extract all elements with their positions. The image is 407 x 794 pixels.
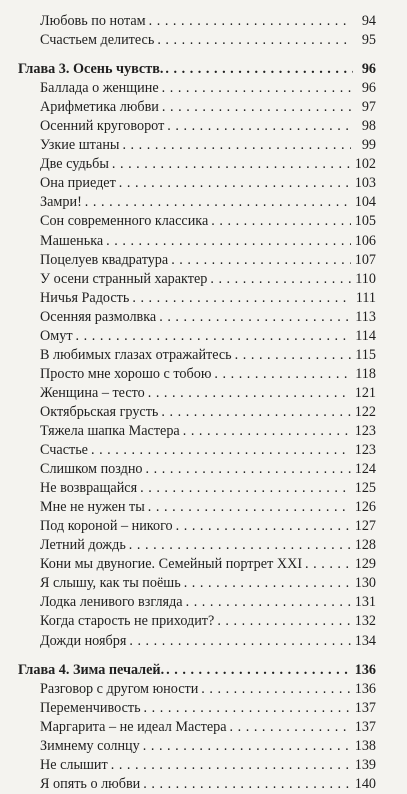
dot-leader (166, 661, 353, 680)
dot-leader (171, 251, 351, 270)
dot-leader (148, 498, 351, 517)
toc-entry-title: Слишком поздно (40, 461, 143, 478)
dot-leader (140, 479, 351, 498)
dot-leader (85, 193, 351, 212)
dot-leader (176, 517, 351, 536)
chapter-heading-title: Глава 3. Осень чувств. (18, 61, 164, 78)
dot-leader (143, 775, 351, 794)
toc-entry (0, 775, 407, 794)
dot-leader (76, 327, 351, 346)
toc-entry-page-number: 124 (354, 461, 376, 478)
toc-entry-title: Баллада о женщине (40, 80, 159, 97)
toc-entry (0, 756, 407, 775)
toc-entry (0, 270, 407, 289)
toc-entry-title: Разговор с другом юности (40, 680, 199, 697)
toc-entry-page-number: 104 (354, 194, 376, 211)
toc-entry-title: Я слышу, как ты поёшь (40, 575, 181, 592)
chapter-heading-page-number: 96 (361, 61, 376, 78)
toc-entry (0, 612, 407, 631)
dot-leader (217, 612, 351, 631)
toc-entry-page-number: 105 (354, 213, 376, 230)
dot-leader (122, 136, 351, 155)
toc-entry-title: В любимых глазах отражайтесь (40, 346, 232, 363)
toc-entry-page-number: 134 (354, 632, 376, 649)
dot-leader (186, 593, 351, 612)
toc-entry-title: Осенняя размолвка (40, 308, 157, 325)
toc-entry-page-number: 137 (354, 699, 376, 716)
toc-entry-title: Две судьбы (40, 156, 109, 173)
toc-entry (0, 31, 407, 50)
toc-entry-page-number: 103 (354, 175, 376, 192)
toc-entry-page-number: 137 (354, 718, 376, 735)
toc-entry-page-number: 123 (354, 442, 376, 459)
toc-entry-page-number: 125 (354, 480, 376, 497)
toc-entry (0, 574, 407, 593)
dot-leader (146, 460, 351, 479)
toc-entry (0, 174, 407, 193)
toc-entry (0, 289, 407, 308)
dot-leader (129, 632, 351, 651)
dot-leader (111, 756, 351, 775)
toc-entry-page-number: 115 (355, 346, 376, 363)
toc-entry-title: Арифметика любви (40, 99, 159, 116)
toc-entry-page-number: 99 (361, 137, 376, 154)
toc-entry (0, 193, 407, 212)
toc-entry-title: Зимнему солнцу (40, 737, 140, 754)
toc-entry-title: Маргарита – не идеал Мастера (40, 718, 227, 735)
toc-entry-page-number: 106 (354, 232, 376, 249)
toc-entry (0, 479, 407, 498)
toc-entry-title: Октябрьская грусть (40, 403, 159, 420)
toc-entry (0, 632, 407, 651)
toc-entry-title: Женщина – тесто (40, 384, 145, 401)
toc-entry-title: Под короной – никого (40, 518, 173, 535)
toc-entry-page-number: 127 (354, 518, 376, 535)
toc-entry-page-number: 121 (354, 384, 376, 401)
toc-entry-title: Счастье (40, 442, 88, 459)
toc-entry-title: Она приедет (40, 175, 116, 192)
toc-entry (0, 718, 407, 737)
toc-entry-title: Дожди ноября (40, 632, 127, 649)
toc-entry-page-number: 118 (355, 365, 376, 382)
toc-entry (0, 346, 407, 365)
toc-entry (0, 498, 407, 517)
toc-entry-page-number: 132 (354, 613, 376, 630)
toc-entry-page-number: 131 (354, 594, 376, 611)
toc-entry-title: Лодка ленивого взгляда (40, 594, 183, 611)
toc-entry-title: Тяжела шапка Мастера (40, 422, 180, 439)
toc-entry-page-number: 139 (354, 756, 376, 773)
dot-leader (157, 31, 351, 50)
dot-leader (149, 12, 351, 31)
toc-entry-title: Осенний круговорот (40, 118, 165, 135)
dot-leader (159, 308, 351, 327)
toc-entry-title: Летний дождь (40, 537, 126, 554)
dot-leader (106, 232, 351, 251)
dot-leader (235, 346, 351, 365)
toc-entry-page-number: 126 (354, 499, 376, 516)
toc-entry-title: Я опять о любви (40, 775, 141, 792)
toc-entry (0, 98, 407, 117)
toc-entry (0, 536, 407, 555)
toc-entry-page-number: 123 (354, 422, 376, 439)
dot-leader (184, 574, 351, 593)
dot-leader (230, 718, 351, 737)
toc-entry-page-number: 122 (354, 403, 376, 420)
toc-entry-title: У осени странный характер (40, 270, 208, 287)
toc-entry-title: Не слышит (40, 756, 108, 773)
toc-entry-title: Поцелуев квадратура (40, 251, 169, 268)
dot-leader (132, 289, 351, 308)
toc-entry-title: Любовь по нотам (40, 13, 146, 29)
toc-entry-page-number: 95 (361, 32, 376, 49)
toc-entry (0, 737, 407, 756)
dot-leader (214, 365, 351, 384)
dot-leader (129, 536, 351, 555)
toc-entry-page-number: 114 (355, 327, 376, 344)
toc-entry-title: Когда старость не приходит? (40, 613, 215, 630)
toc-entry-title: Просто мне хорошо с тобою (40, 365, 212, 382)
toc-entry-page-number: 140 (354, 775, 376, 792)
dot-leader (210, 270, 351, 289)
toc-entry (0, 460, 407, 479)
toc-entry-page-number: 97 (361, 99, 376, 116)
toc-entry-page-number: 130 (354, 575, 376, 592)
dot-leader (161, 403, 351, 422)
toc-entry (0, 680, 407, 699)
toc-entry-title: Ничья Радость (40, 289, 130, 306)
toc-entry (0, 136, 407, 155)
toc-entry-page-number: 98 (361, 118, 376, 135)
toc-entry-page-number: 110 (355, 270, 376, 287)
toc-entry-title: Счастьем делитесь (40, 32, 155, 49)
toc-entry-title: Сон современного классика (40, 213, 209, 230)
toc-entry-page-number: 136 (354, 680, 376, 697)
dot-leader (144, 699, 351, 718)
toc-entry (0, 308, 407, 327)
toc-entry-page-number: 128 (354, 537, 376, 554)
chapter-heading (0, 60, 407, 79)
dot-leader (183, 422, 351, 441)
dot-leader (162, 98, 351, 117)
chapter-heading (0, 661, 407, 680)
toc-entry (0, 365, 407, 384)
table-of-contents (0, 12, 407, 794)
toc-entry-page-number: 138 (354, 737, 376, 754)
toc-entry-title: Замри! (40, 194, 82, 211)
dot-leader (143, 737, 351, 756)
toc-entry (0, 212, 407, 231)
toc-entry-title: Машенька (40, 232, 104, 249)
toc-entry-page-number: 102 (354, 156, 376, 173)
toc-entry (0, 232, 407, 251)
toc-entry-page-number: 94 (361, 13, 376, 29)
dot-leader (112, 155, 351, 174)
dot-leader (91, 441, 351, 460)
toc-entry (0, 699, 407, 718)
toc-entry (0, 327, 407, 346)
toc-entry-title: Омут (40, 327, 73, 344)
toc-entry (0, 12, 407, 31)
toc-entry-title: Узкие штаны (40, 137, 120, 154)
toc-entry-title: Переменчивость (40, 699, 141, 716)
dot-leader (305, 555, 351, 574)
toc-entry (0, 384, 407, 403)
dot-leader (201, 680, 351, 699)
toc-entry (0, 593, 407, 612)
toc-entry (0, 117, 407, 136)
dot-leader (162, 79, 351, 98)
toc-entry (0, 441, 407, 460)
toc-entry (0, 79, 407, 98)
dot-leader (167, 117, 351, 136)
toc-entry (0, 555, 407, 574)
toc-entry (0, 517, 407, 536)
toc-entry-title: Не возвращайся (40, 480, 138, 497)
dot-leader (148, 384, 351, 403)
toc-entry-page-number: 113 (355, 308, 376, 325)
toc-entry-page-number: 111 (355, 289, 376, 306)
toc-entry (0, 422, 407, 441)
toc-entry-title: Кони мы двуногие. Семейный портрет XXI (40, 556, 303, 573)
toc-entry (0, 403, 407, 422)
toc-entry-page-number: 96 (361, 80, 376, 97)
chapter-heading-title: Глава 4. Зима печалей. (18, 661, 165, 678)
toc-entry-title: Мне не нужен ты (40, 499, 145, 516)
dot-leader (119, 174, 351, 193)
dot-leader (165, 60, 353, 79)
toc-entry-page-number: 107 (354, 251, 376, 268)
toc-entry (0, 251, 407, 270)
toc-entry-page-number: 129 (354, 556, 376, 573)
dot-leader (211, 212, 351, 231)
toc-entry (0, 155, 407, 174)
chapter-heading-page-number: 136 (354, 661, 376, 678)
